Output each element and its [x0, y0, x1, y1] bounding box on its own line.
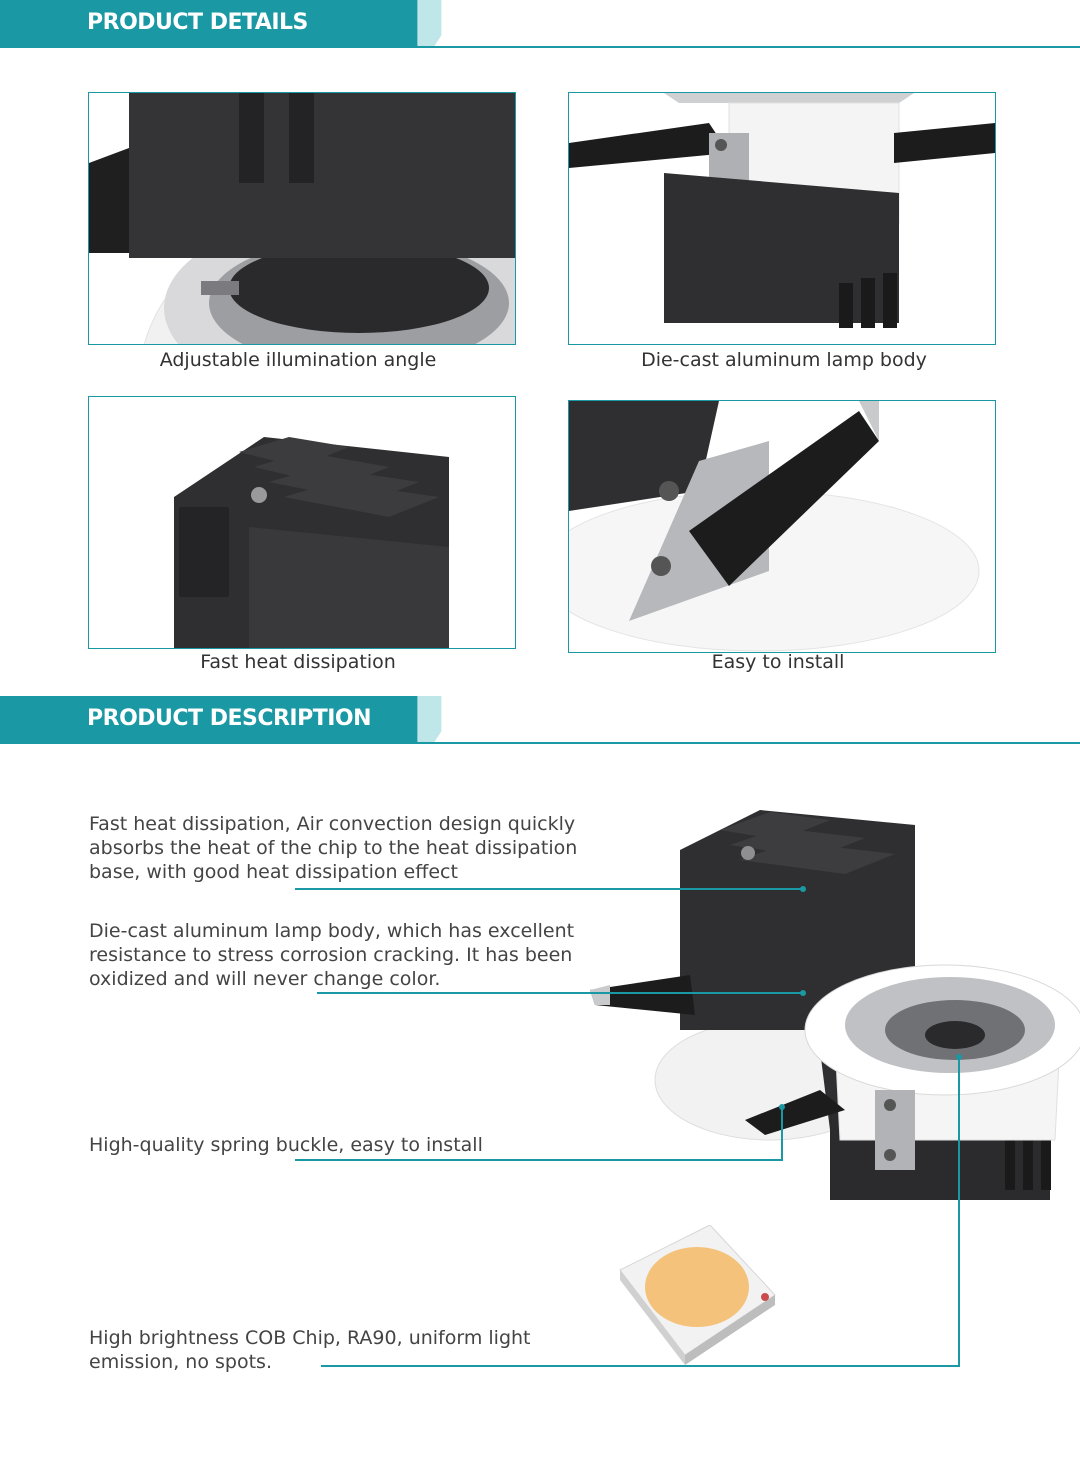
callout-line-chip	[321, 1365, 960, 1367]
callout-riser-chip	[958, 1058, 960, 1367]
feature-die-cast-body: Die-cast aluminum lamp body, which has excellent resistance to stress corrosion cracking. It has been oxidized and will never change color.	[89, 920, 575, 990]
lamp-body-illustration	[569, 93, 995, 344]
callout-dot-body	[800, 990, 806, 996]
downlight-product-illustration	[580, 790, 1080, 1210]
callout-dot-buckle	[779, 1104, 785, 1110]
lamp-angle-illustration	[89, 93, 515, 344]
feature-cob-chip: High brightness COB Chip, RA90, uniform light emission, no spots.	[89, 1327, 531, 1373]
callout-dot-chip	[956, 1054, 962, 1060]
banner-rule	[415, 742, 1080, 744]
callout-line-body	[317, 992, 803, 994]
heatsink-illustration	[89, 397, 515, 648]
spring-buckle-illustration	[569, 401, 995, 652]
caption-heat-dissipation: Fast heat dissipation	[200, 651, 396, 673]
banner-wedge	[385, 696, 465, 744]
section-title: PRODUCT DETAILS	[87, 10, 308, 35]
feature-spring-buckle: High-quality spring buckle, easy to install	[89, 1134, 483, 1156]
callout-line-buckle	[295, 1159, 783, 1161]
product-details-banner	[0, 0, 1080, 52]
callout-line-heat	[295, 888, 803, 890]
caption-easy-install: Easy to install	[711, 651, 845, 673]
callout-dot-heat	[800, 886, 806, 892]
photo-heat-dissipation	[88, 396, 516, 649]
product-description-banner	[0, 696, 1080, 748]
photo-adjustable-angle	[88, 92, 516, 345]
callout-riser-buckle	[781, 1108, 783, 1161]
photo-easy-install	[568, 400, 996, 653]
photo-die-cast-body	[568, 92, 996, 345]
banner-rule	[415, 46, 1080, 48]
feature-heat-dissipation: Fast heat dissipation, Air convection design quickly absorbs the heat of the chip to the heat dissipation base, with good heat dissipation effect	[89, 813, 578, 883]
cob-chip-illustration	[615, 1225, 780, 1365]
banner-wedge	[385, 0, 465, 48]
section-title: PRODUCT DESCRIPTION	[87, 706, 372, 731]
caption-die-cast-body: Die-cast aluminum lamp body	[641, 349, 927, 371]
caption-adjustable-angle: Adjustable illumination angle	[159, 349, 437, 371]
